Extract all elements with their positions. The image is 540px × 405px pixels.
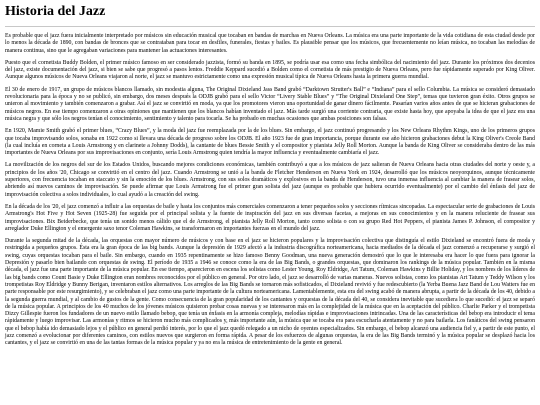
paragraph-origins: Es probable que el jazz fuera inicialmente interpretado por músicos sin educación musical que tocaban en bandas de marchas en Nueva Orleans. La música era una parte importante de la vida cotidiana de esta ciudad desde por lo menos la década de 1890, con bandas de bronces que se contrataban para tocar en desfiles, funerales, fiestas y bailes. Es plausible pensar que los músicos, que frecuentemente no leían música, no tocaban las melodías de manera continua, sino que le agregaban variaciones para mantener las actuaciones interesantes. (5, 33, 535, 54)
title-divider (5, 26, 535, 27)
paragraph-twenties: En la década de los '20, el jazz comenzó a influir a las orquestas de baile y hasta los conjuntos más comerciales comenzaron a tener pequeños solos y secciones rítmicas sincopadas. La espectacular serie de grabaciones de Louis Armstrong's Hot Five y Hot Seven (1925-28) fue seguida por el principal solista y la fuente de inspiración del jazz en sus diversas facetas, a mejoras en sus conocimientos y en la manera reluciente de frasear sus improvisaciones. Bix Beiderbecke, que tenía un sonido menos cálido que el de Armstrong, el pianista Jelly Roll Morton, tanto como solista o con su grupo Red Hot Peppers, el pianista James P. Johnson, el compositor y arreglador Duke Ellington y el emergente saxo tenor Coleman Hawkins, se transformaron en importantes fuerzas en el mundo del jazz. (5, 203, 535, 232)
paragraph-blues: En 1920, Mamie Smith grabó el primer blues, “Crazy Blues”, y la moda del jazz fue reemplazada por la de los blues. Sin embargo, el jazz continuó progresando y los New Orleans Rhythm Kings, uno de los primeros grupos que tocaba improvisando solos, sonaba en 1922 como si llevara una década de progreso sobre los ODJB. El año 1923 fue de gran importancia, porque durante ese año hicieron grabaciones debut la King Oliver's Creole Band (la cual incluía en corneta a Louis Armstrong y en clarinete a Johnny Dodds), la cantante de blues Bessie Smith y el compositor y pianista Jelly Roll Morton. Aunque la banda de King Oliver se consideraba dentro de las más importantes de Nueva Orleans por sus improvisaciones en conjunto, sería Louis Armstrong quien tendría la mayor influencia y eventualmente cambiaría el jazz. (5, 128, 535, 157)
paragraph-bolden: Puesto que el cornetista Buddy Bolden, el primer músico famoso en ser considerado jazzista, formó su banda en 1895, se podría usar esa como una fecha simbólica del nacimiento del jazz. Durante los próximos dos decenios del jazz, existe documentación del jazz, si bien se sabe que progresó a pasos lentos. Freddie Keppard sucedió a Bolden como el cornetista de más prestigio de Nueva Orleans, pero fue rápidamente superado por King Oliver. Aunque algunos músicos de Nueva Orleans viajaron al norte, el jazz se mantuvo estrictamente como una expresión musical típica de Nueva Orleans hasta la primera guerra mundial. (5, 59, 535, 81)
paragraph-big-bands: Durante la segunda mitad de la década, las orquestas con mayor número de músicos y con base en el jazz se hicieron populares y la improvisación colectiva que distinguía el estilo Dixieland se encontró fuera de moda y restringida a pequeños grupos. Ésta era la gran época de las big bands. Aunque la depresión de 1929 afectó a la industria discográfica norteamericana, hacia mediados de la década el jazz comenzó a recuperarse y surgió el swing, cuyas orquestas tocaban para el baile. Sin embargo, cuando en 1935 repentinamente se hizo famoso Benny Goodman, una nueva generación demostró que lo que le interesaba era hacer lo que fuera para ignorar la Depresión y pasarlo bien bailando con orquestas de swing. El período de 1935 a 1946 se conoce como la era de las Big Bands, o grandes orquestas, que dominaron los rankings de la música popular. También en la misma década, el jazz fue una parte importante de la música popular. En ese tiempo, aparecieron en escena los solistas como Lester Young, Roy Eldridge, Art Tatum, Coleman Hawkins y Billie Holiday, y los nombres de los líderes de las big bands como Count Basie y Duke Ellington eran nombres reconocidos por el público en general. Por otro lado, el jazz se desarrolló de varias maneras. Nuevos solistas, como los pianistas Art Tatum y Teddy Wilson y los trompetistas Roy Eldridge y Bunny Berigan, inventaron estilos alternativos. Los arreglos de las Big Bands se tornaron más sofisticados, el Dixieland revivió y fue redescubierto (la Yerba Buena Jazz Band de Lou Watters fue en parte responsable por este resurgimiento), y se celebraban el jazz como una parte importante de la cultura norteamericana. Lamentablemente, esta era del swing acabó de manera abrupta, a partir de la década de los 40, debido a la segunda guerra mundial, y al cambio de gustos de la gente. Como consecuencia de la gran popularidad de los cantantes y orquestas de la década del 40, se considera inevitable que sucediera lo que sucedió: el jazz se separó de la música popular. A principios de los 40 muchos de los jóvenes músicos quisieron probar cosas nuevas y se interesaron más en la complejidad de la música que en la aceptación del público. Charlie Parker y el trompetista Dizzy Gillespie fueron los fundadores de un nuevo estilo llamado bebop, que tenía un énfasis en la armonía compleja, melodías rápidas e improvisaciones intrincadas. Una de las características del bebop era introducir el tema rápidamente y luego improvisar. Las armonías y ritmos se hicieron mucho más complicados y, más importante aún, la música que se tocaba era para escucharla atentamente y no para bailarla. Los fanáticos del swing pensaron que el bebop había ido demasiado lejos y el público en general perdió interés, por lo que el jazz quedó relegado a un nicho de oyentes especializados. Sin embargo, el bebop alcanzó una audiencia fiel y, a partir de este punto, el jazz comenzó a evolucionar por diferentes caminos, con estilos nuevos que surgieron en forma rápida. A pesar de los esfuerzos de algunas orquestas, la era de las Big Bands terminó y la música popular se desplazó hacia los cantantes, y el jazz se convirtió en una de las tantas formas de la música popular y ya no era la música de entretenimiento de la gente en general. (5, 238, 535, 347)
paragraph-odjb: El 30 de enero de 1917, un grupo de músicos blancos llamado, sin modestia alguna, The Original Dixieland Jass Band grabó “Darktown Strutter's Ball” e “Indiana” para el sello Columbia. La música se consideró demasiado revolucionaria para la época y no se publicó, sin embargo, dos meses después la ODJB grabó para el sello Victor “Livery Stable Blues” y “The Original Dixieland One Step”, temas que tuvieron gran éxito. Otros grupos se unieron al movimiento y también comenzaron a grabar. Así el jazz se convirtió en moda, ya que los promotores vieron una oportunidad de ganar dinero fácilmente. Pasarían varios años antes de que se hicieran grabaciones de músicos negros. En ese tiempo comenzaron a otras opiniones que mantienen que los blancos habían inventado el jazz. Más tarde surgió una corriente contraria, que existe hasta hoy, que apoyaba la idea de que el jazz era una música negra y que sólo los negros tenían el conocimiento, sentimiento y talento para tocarla. Se ha probado en muchas ocasiones que ambas posiciones son falsas. (5, 86, 535, 122)
page-title: Historia del Jazz (5, 4, 106, 19)
paragraph-migration: La movilización de los negros del sur de los Estados Unidos, buscando mejores condiciones económicas, también contribuyó a que a los músicos de jazz salieran de Nueva Orleans hacia otras ciudades del norte y oeste y, a principios de los años '20, Chicago se convirtió en el centro del jazz. Cuando Armstrong se unió a la banda de Fletcher Henderson en Nueva York en 1924, desarrolló que los músicos neoyorquinos, aunque técnicamente superiores, con frecuencia tocaban en staccato y sin la emoción de los blues. Armstrong, con sus solos dramáticos y explosivos en la banda de Henderson, tuvo una inmensa influencia al cambiar la manera de frasear solos, abriendo así nuevos caminos de improvisación. Se puede afirmar que Louis Armstrong fue el primer gran solista del jazz (aunque es probable que hubiera ocurrido eventualmente) por el cambio del énfasis del jazz de improvisación colectiva a solos individuales, lo cual ayudó a la creación del swing. (5, 162, 535, 198)
article-body (5, 33, 535, 348)
